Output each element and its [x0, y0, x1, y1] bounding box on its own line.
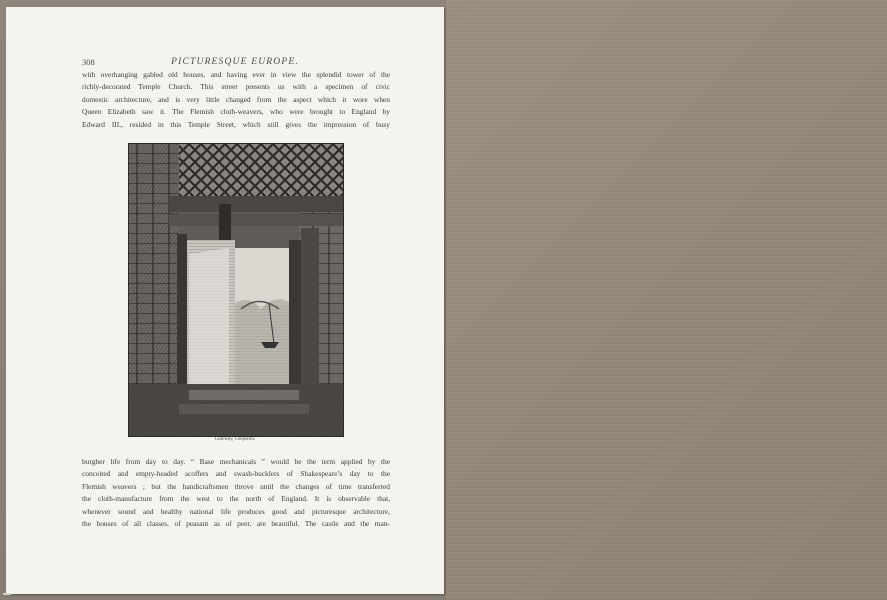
backing-board	[446, 0, 887, 600]
text-line: conceited and empty-headed scoffers and swash-bucklers of Shakespeare’s day to the	[82, 469, 390, 479]
text-line: richly-decorated Temple Church. This street presents us with a specimen of civic	[82, 82, 390, 92]
page-number: 308	[82, 57, 95, 67]
text-line: whenever sound and healthy national life produces good and picturesque architecture,	[82, 506, 390, 516]
paragraph-bottom	[82, 456, 390, 530]
text-line: the houses of all classes, of peasant as of peer, are beautiful. The castle and the man-	[82, 519, 390, 529]
scan-label	[3, 593, 11, 595]
text-line: Flemish weavers ; but the handicraftsmen throve until the changes of time transferred	[82, 481, 390, 491]
text-line: Queen Elizabeth saw it. The Flemish cloth-weavers, who were brought to England by	[82, 107, 390, 117]
text-line: with overhanging gabled old houses, and having ever in view the splendid tower of the	[82, 70, 390, 79]
paragraph-top	[82, 69, 390, 131]
text-line: burgher life from day to day. “ Base mechanicals ” would be the term applied by the	[82, 457, 390, 466]
book-page	[6, 7, 444, 594]
running-title: PICTURESQUE EUROPE.	[171, 57, 299, 67]
text-line: the cloth-manufacture from the west to the north of England. It is observable that,	[82, 494, 390, 504]
illustration-caption: Gateway, Chepstow.	[214, 437, 256, 442]
text-line: Edward III., resided in this Temple Street, which still gives the impression of busy	[82, 119, 390, 129]
text-line: domestic architecture, and is very little changed from the aspect which it wore when	[82, 94, 390, 104]
gateway-engraving	[128, 143, 344, 437]
